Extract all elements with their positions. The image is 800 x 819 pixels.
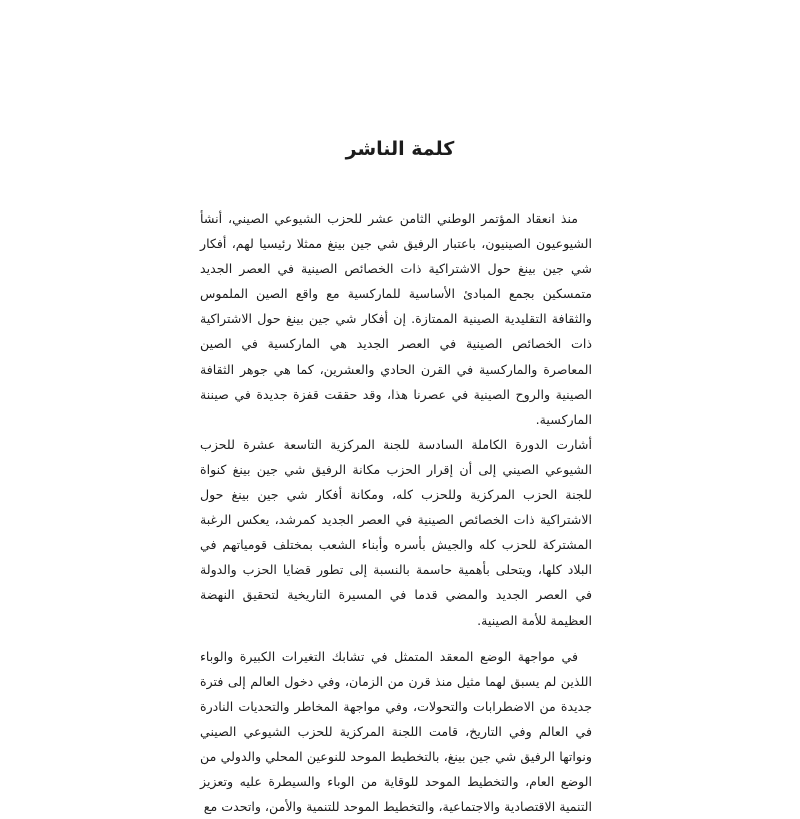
paragraph-3: في مواجهة الوضع المعقد المتمثل في تشابك التغيرات الكبيرة والوباء اللذين لم يسبق لهما مثيل منذ قرن من الزمان، وفي دخول العالم إلى فترة جديدة من الاضطرابات والتحولات، وفي مواجهة المخاطر والتحديات النادرة في العالم وفي التاريخ، قامت اللجنة المركزية للحزب الشيوعي الصيني ونواتها الرفيق شي جين بينغ، بالتخطيط الموحد للنوعين المحلي والدولي من الوضع العام، والتخطيط الموحد للوقاية من الوباء والسيطرة عليه وتعزيز التنمية الاقتصادية والاجتماعية، والتخطيط الموحد للتنمية والأمن، واتحدت مع <box>200 648 592 815</box>
body-text <box>200 206 592 819</box>
paragraph-2: أشارت الدورة الكاملة السادسة للجنة المركزية التاسعة عشرة للحزب الشيوعي الصيني إلى أن إقرار الحزب مكانة الرفيق شي جين بينغ كنواة للجنة الحزب المركزية وللحزب كله، ومكانة أفكار شي جين بينغ حول الاشتراكية ذات الخصائص الصينية في العصر الجديد كمرشد، يعكس الرغبة المشتركة للحزب كله والجيش بأسره وأبناء الشعب بمختلف قومياتهم في البلاد كلها، ويتحلى بأهمية حاسمة بالنسبة إلى تطور قضايا الحزب والدولة في العصر الجديد والمضي قدما في المسيرة التاريخية لتحقيق النهضة العظيمة للأمة الصينية. <box>200 436 592 628</box>
page-title: كلمة الناشر <box>345 138 455 160</box>
paragraph-1: منذ انعقاد المؤتمر الوطني الثامن عشر للحزب الشيوعي الصيني، أنشأ الشيوعيون الصينيون، باعتبار الرفيق شي جين بينغ ممثلا رئيسيا لهم، أفكار شي جين بينغ حول الاشتراكية ذات الخصائص الصينية في العصر الجديد متمسكين بجمع المبادئ الأساسية للماركسية مع واقع الصين الملموس والثقافة التقليدية الصينية الممتازة. إن أفكار شي جين بينغ حول الاشتراكية ذات الخصائص الصينية في العصر الجديد هي الماركسية في الصين المعاصرة والماركسية في القرن الحادي والعشرين، كما هي جوهر الثقافة الصينية والروح الصينية في عصرنا هذا، وقد حققت قفزة جديدة في صيننة الماركسية. <box>200 211 592 427</box>
